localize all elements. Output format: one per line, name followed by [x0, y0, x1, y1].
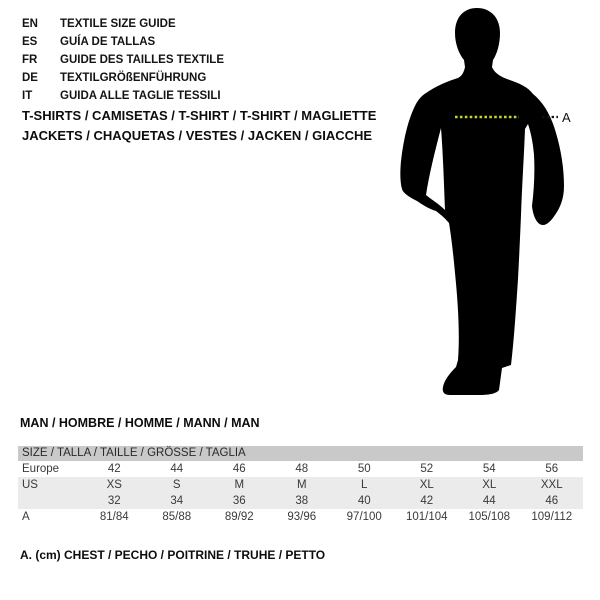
size-value: M: [234, 479, 245, 491]
product-types: [22, 106, 376, 146]
language-label: TEXTILE SIZE GUIDE: [60, 18, 176, 30]
table-header-bar: [18, 446, 583, 461]
row-label: A: [22, 511, 30, 523]
language-row-fr: [22, 51, 224, 69]
language-code: IT: [22, 90, 33, 102]
size-value: 44: [170, 463, 184, 475]
size-value: 42: [107, 463, 121, 475]
size-value: 101/104: [405, 511, 448, 523]
table-row-chest-cm: [18, 509, 583, 525]
size-value: 81/84: [99, 511, 129, 523]
size-value: M: [296, 479, 307, 491]
product-line-tshirts: T-SHIRTS / CAMISETAS / T-SHIRT / T-SHIRT / MAGLIETTE: [22, 108, 377, 123]
size-value: 46: [232, 463, 246, 475]
size-value: 85/88: [162, 511, 192, 523]
language-code: FR: [22, 54, 38, 66]
size-value: XL: [482, 479, 497, 491]
section-title-man: MAN / HOMBRE / HOMME / MANN / MAN: [20, 416, 260, 430]
table-row-europe: [18, 461, 583, 477]
size-value: 38: [295, 495, 309, 507]
size-value: 89/92: [224, 511, 254, 523]
language-list: [22, 15, 224, 105]
silhouette-path: [400, 8, 564, 395]
language-label: GUÍA DE TALLAS: [60, 36, 156, 48]
language-row-es: [22, 33, 224, 51]
size-value: 40: [357, 495, 371, 507]
man-silhouette-figure: [398, 4, 588, 398]
man-silhouette-icon: [398, 4, 588, 398]
size-table: [18, 446, 583, 525]
language-label: TEXTILGRÖßENFÜHRUNG: [60, 72, 207, 84]
measurement-footnote: A. (cm) CHEST / PECHO / POITRINE / TRUHE / PETTO: [20, 548, 326, 562]
measure-label-a: A: [562, 110, 571, 125]
size-value: 32: [107, 495, 121, 507]
row-label: US: [22, 479, 38, 491]
table-header-label: SIZE / TALLA / TAILLE / GRÖSSE / TAGLIA: [22, 447, 246, 459]
language-code: EN: [22, 18, 38, 30]
language-row-en: [22, 15, 224, 33]
size-value: 42: [420, 495, 434, 507]
row-label: [18, 493, 83, 509]
size-value: 50: [357, 463, 371, 475]
size-value: XL: [419, 479, 434, 491]
size-value: 36: [232, 495, 246, 507]
size-value: 105/108: [468, 511, 511, 523]
table-row-numeric: [18, 493, 583, 509]
size-value: 93/96: [287, 511, 317, 523]
language-label: GUIDE DES TAILLES TEXTILE: [60, 54, 224, 66]
size-value: 48: [295, 463, 309, 475]
table-row-us: [18, 477, 583, 493]
size-value: 34: [170, 495, 184, 507]
size-value: 109/112: [531, 511, 573, 523]
row-label: Europe: [22, 463, 60, 475]
size-value: L: [361, 479, 368, 491]
size-value: XXL: [540, 479, 563, 491]
size-value: 97/100: [346, 511, 382, 523]
size-value: 54: [482, 463, 496, 475]
language-row-it: [22, 87, 224, 105]
size-value: 44: [482, 495, 496, 507]
product-line-jackets: JACKETS / CHAQUETAS / VESTES / JACKEN / GIACCHE: [22, 128, 373, 143]
size-value: 56: [545, 463, 559, 475]
size-value: 52: [420, 463, 434, 475]
language-row-de: [22, 69, 224, 87]
size-value: 46: [545, 495, 559, 507]
language-label: GUIDA ALLE TAGLIE TESSILI: [60, 90, 221, 102]
size-value: XS: [106, 479, 122, 491]
language-code: ES: [22, 36, 38, 48]
size-value: S: [172, 479, 181, 491]
language-code: DE: [22, 72, 38, 84]
